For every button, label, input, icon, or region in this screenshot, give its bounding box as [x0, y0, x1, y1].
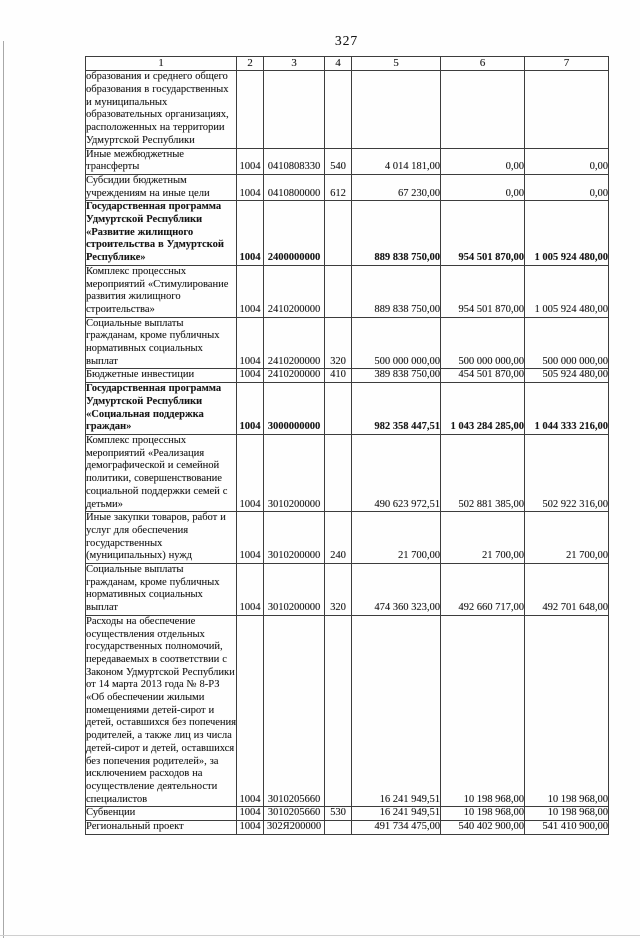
- amount-year1-cell: 491 734 475,00: [352, 821, 441, 835]
- target-article-code-cell: 3010205660: [264, 615, 325, 807]
- table-row: [86, 615, 609, 807]
- section-code-cell: 1004: [237, 265, 264, 317]
- column-header-4: 4: [325, 57, 352, 71]
- amount-year1-cell: 21 700,00: [352, 512, 441, 564]
- section-code-cell: 1004: [237, 148, 264, 174]
- target-article-code-cell: 2410200000: [264, 369, 325, 383]
- column-header-7: 7: [525, 57, 609, 71]
- section-code-cell: 1004: [237, 174, 264, 200]
- column-header-5: 5: [352, 57, 441, 71]
- amount-year1-cell: 889 838 750,00: [352, 201, 441, 266]
- expense-type-code-cell: [325, 434, 352, 511]
- target-article-code-cell: 2400000000: [264, 201, 325, 266]
- amount-year2-cell: 954 501 870,00: [441, 201, 525, 266]
- target-article-code-cell: 3010205660: [264, 807, 325, 821]
- budget-table-body: [86, 71, 609, 834]
- expense-type-code-cell: [325, 821, 352, 835]
- target-article-code-cell: [264, 71, 325, 148]
- row-label-cell: Бюджетные инвестиции: [86, 369, 237, 383]
- row-label-cell: Иные межбюджетные трансферты: [86, 148, 237, 174]
- amount-year1-cell: [352, 71, 441, 148]
- amount-year1-cell: 474 360 323,00: [352, 564, 441, 616]
- amount-year2-cell: [441, 71, 525, 148]
- section-code-cell: 1004: [237, 807, 264, 821]
- row-label-cell: Субвенции: [86, 807, 237, 821]
- amount-year3-cell: 541 410 900,00: [525, 821, 609, 835]
- row-label-cell: Субсидии бюджетным учреждениям на иные цели: [86, 174, 237, 200]
- row-label-cell: образования и среднего общего образования в государственных и муниципальных образовательных организациях, расположенных на территории Удмуртской Республики: [86, 71, 237, 148]
- table-row: [86, 512, 609, 564]
- expense-type-code-cell: 320: [325, 317, 352, 369]
- amount-year3-cell: 500 000 000,00: [525, 317, 609, 369]
- table-row: [86, 807, 609, 821]
- target-article-code-cell: 302Я200000: [264, 821, 325, 835]
- table-header-row: [86, 57, 609, 71]
- expense-type-code-cell: [325, 383, 352, 435]
- amount-year2-cell: 954 501 870,00: [441, 265, 525, 317]
- table-row: [86, 174, 609, 200]
- table-row: [86, 265, 609, 317]
- amount-year3-cell: 1 005 924 480,00: [525, 201, 609, 266]
- table-row: [86, 564, 609, 616]
- table-row: [86, 369, 609, 383]
- section-code-cell: 1004: [237, 512, 264, 564]
- amount-year3-cell: 10 198 968,00: [525, 615, 609, 807]
- target-article-code-cell: 3000000000: [264, 383, 325, 435]
- row-label-cell: Расходы на обеспечение осуществления отдельных государственных полномочий, передаваемых в соответствии с Законом Удмуртской Республики от 14 марта 2013 года № 8-РЗ «Об обеспечении жилыми помещениями детей-сирот и детей, оставшихся без попечения родителей, а также лиц из числа детей-сирот и детей, оставшихся без попечения родителей», за исключением расходов на осуществление деятельности специалистов: [86, 615, 237, 807]
- section-code-cell: 1004: [237, 615, 264, 807]
- table-row: [86, 148, 609, 174]
- expense-type-code-cell: [325, 201, 352, 266]
- section-code-cell: 1004: [237, 434, 264, 511]
- target-article-code-cell: 2410200000: [264, 317, 325, 369]
- amount-year3-cell: 0,00: [525, 148, 609, 174]
- section-code-cell: 1004: [237, 201, 264, 266]
- row-label-cell: Региональный проект: [86, 821, 237, 835]
- section-code-cell: 1004: [237, 317, 264, 369]
- amount-year3-cell: 10 198 968,00: [525, 807, 609, 821]
- amount-year1-cell: 4 014 181,00: [352, 148, 441, 174]
- amount-year1-cell: 500 000 000,00: [352, 317, 441, 369]
- target-article-code-cell: 3010200000: [264, 434, 325, 511]
- amount-year2-cell: 454 501 870,00: [441, 369, 525, 383]
- scan-edge-artifact-bottom: [0, 935, 640, 936]
- row-label-cell: Социальные выплаты гражданам, кроме публичных нормативных социальных выплат: [86, 317, 237, 369]
- table-row: [86, 434, 609, 511]
- budget-expenditures-table: [85, 56, 609, 835]
- section-code-cell: 1004: [237, 383, 264, 435]
- amount-year1-cell: 67 230,00: [352, 174, 441, 200]
- amount-year2-cell: 540 402 900,00: [441, 821, 525, 835]
- target-article-code-cell: 3010200000: [264, 564, 325, 616]
- expense-type-code-cell: 530: [325, 807, 352, 821]
- amount-year2-cell: 10 198 968,00: [441, 807, 525, 821]
- column-header-1: 1: [86, 57, 237, 71]
- expense-type-code-cell: 240: [325, 512, 352, 564]
- amount-year2-cell: 500 000 000,00: [441, 317, 525, 369]
- amount-year3-cell: 0,00: [525, 174, 609, 200]
- table-row: [86, 383, 609, 435]
- table-row: [86, 821, 609, 835]
- amount-year2-cell: 1 043 284 285,00: [441, 383, 525, 435]
- table-row: [86, 71, 609, 148]
- expense-type-code-cell: 612: [325, 174, 352, 200]
- amount-year1-cell: 490 623 972,51: [352, 434, 441, 511]
- amount-year1-cell: 16 241 949,51: [352, 615, 441, 807]
- amount-year2-cell: 10 198 968,00: [441, 615, 525, 807]
- expense-type-code-cell: [325, 265, 352, 317]
- amount-year3-cell: [525, 71, 609, 148]
- amount-year3-cell: 502 922 316,00: [525, 434, 609, 511]
- row-label-cell: Комплекс процессных мероприятий «Реализация демографической и семейной политики, совершенствование социальной поддержки семей с детьми»: [86, 434, 237, 511]
- target-article-code-cell: 3010200000: [264, 512, 325, 564]
- amount-year2-cell: 502 881 385,00: [441, 434, 525, 511]
- target-article-code-cell: 0410800000: [264, 174, 325, 200]
- amount-year3-cell: 492 701 648,00: [525, 564, 609, 616]
- amount-year3-cell: 21 700,00: [525, 512, 609, 564]
- expense-type-code-cell: [325, 71, 352, 148]
- column-header-3: 3: [264, 57, 325, 71]
- amount-year3-cell: 1 044 333 216,00: [525, 383, 609, 435]
- amount-year1-cell: 16 241 949,51: [352, 807, 441, 821]
- section-code-cell: 1004: [237, 369, 264, 383]
- row-label-cell: Социальные выплаты гражданам, кроме публичных нормативных социальных выплат: [86, 564, 237, 616]
- amount-year1-cell: 982 358 447,51: [352, 383, 441, 435]
- row-label-cell: Комплекс процессных мероприятий «Стимулирование развития жилищного строительства»: [86, 265, 237, 317]
- column-header-6: 6: [441, 57, 525, 71]
- page-number: 327: [334, 33, 359, 48]
- amount-year3-cell: 505 924 480,00: [525, 369, 609, 383]
- table-row: [86, 201, 609, 266]
- target-article-code-cell: 0410808330: [264, 148, 325, 174]
- scan-edge-artifact-left: [3, 41, 4, 938]
- amount-year2-cell: 21 700,00: [441, 512, 525, 564]
- amount-year3-cell: 1 005 924 480,00: [525, 265, 609, 317]
- amount-year2-cell: 0,00: [441, 148, 525, 174]
- amount-year2-cell: 492 660 717,00: [441, 564, 525, 616]
- expense-type-code-cell: [325, 615, 352, 807]
- column-header-2: 2: [237, 57, 264, 71]
- target-article-code-cell: 2410200000: [264, 265, 325, 317]
- amount-year2-cell: 0,00: [441, 174, 525, 200]
- amount-year1-cell: 889 838 750,00: [352, 265, 441, 317]
- amount-year1-cell: 389 838 750,00: [352, 369, 441, 383]
- section-code-cell: 1004: [237, 821, 264, 835]
- row-label-cell: Иные закупки товаров, работ и услуг для обеспечения государственных (муниципальных) нужд: [86, 512, 237, 564]
- table-row: [86, 317, 609, 369]
- expense-type-code-cell: 320: [325, 564, 352, 616]
- scanned-document-page: [0, 33, 640, 938]
- row-label-cell: Государственная программа Удмуртской Республики «Развитие жилищного строительства в Удмуртской Республике»: [86, 201, 237, 266]
- expense-type-code-cell: 410: [325, 369, 352, 383]
- section-code-cell: [237, 71, 264, 148]
- row-label-cell: Государственная программа Удмуртской Республики «Социальная поддержка граждан»: [86, 383, 237, 435]
- expense-type-code-cell: 540: [325, 148, 352, 174]
- section-code-cell: 1004: [237, 564, 264, 616]
